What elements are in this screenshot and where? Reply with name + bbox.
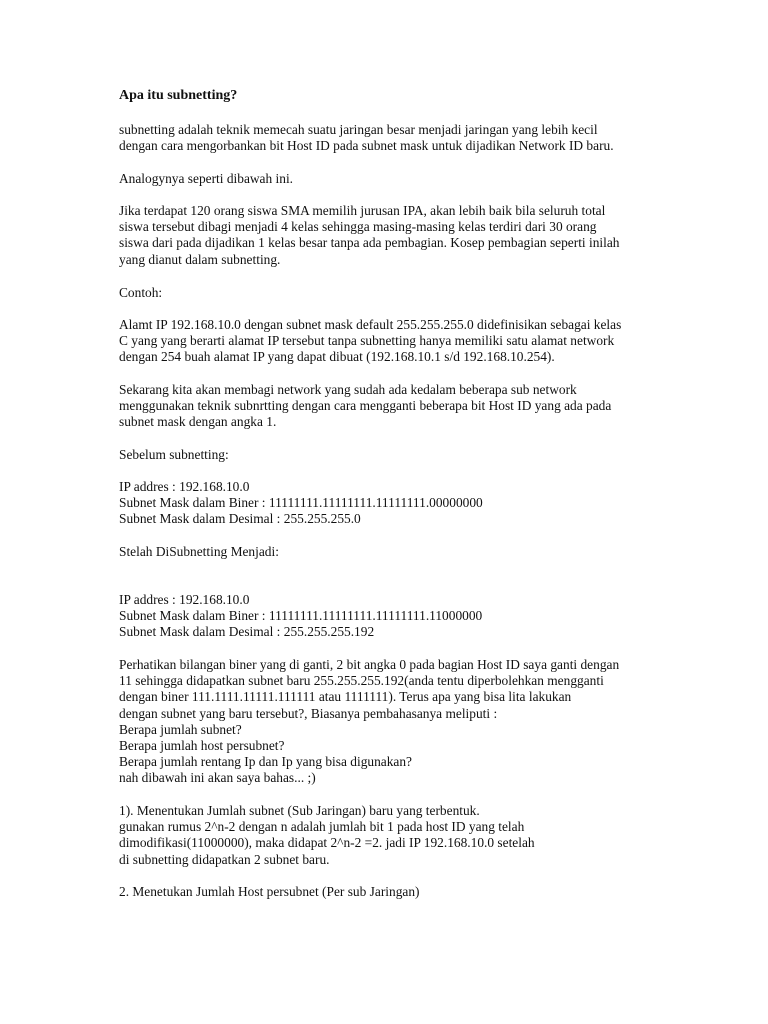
text-line: Berapa jumlah subnet?: [119, 721, 242, 737]
text-line: Subnet Mask dalam Desimal : 255.255.255.192: [119, 624, 375, 640]
text-line: di subnetting didapatkan 2 subnet baru.: [119, 851, 330, 867]
text-line: subnet mask dengan angka 1.: [119, 414, 277, 430]
text-line: gunakan rumus 2^n-2 dengan n adalah jumlah bit 1 pada host ID yang telah: [119, 819, 525, 835]
paragraph-analogy: [119, 203, 679, 268]
text-line: 1). Menentukan Jumlah subnet (Sub Jaringan) baru yang terbentuk.: [119, 803, 480, 818]
document-title: Apa itu subnetting?: [119, 88, 238, 103]
text-line: dimodifikasi(11000000), maka didapat 2^n-2 =2. jadi IP 192.168.10.0 setelah: [119, 835, 535, 851]
text-line: Sekarang kita akan membagi network yang sudah ada kedalam beberapa sub network: [119, 382, 577, 397]
paragraph-before-heading: [119, 447, 679, 463]
text-line: 2. Menetukan Jumlah Host persubnet (Per sub Jaringan): [119, 884, 420, 899]
paragraph-after-heading: [119, 544, 679, 560]
text-line: nah dibawah ini akan saya bahas... ;): [119, 770, 316, 786]
paragraph-example-ip: [119, 317, 679, 366]
text-line: Subnet Mask dalam Desimal : 255.255.255.0: [119, 511, 361, 527]
text-line: Perhatikan bilangan biner yang di ganti, 2 bit angka 0 pada bagian Host ID saya ganti dengan: [119, 657, 620, 672]
text-line: yang dianut dalam subnetting.: [119, 251, 281, 267]
paragraph-host-count-heading: [119, 884, 679, 900]
paragraph-explanation: [119, 657, 679, 787]
text-line: IP addres : 192.168.10.0: [119, 592, 250, 607]
text-line: dengan biner 111.1111.11111.111111 atau 1111111). Terus apa yang bisa lita lakukan: [119, 689, 572, 705]
text-line: Jika terdapat 120 orang siswa SMA memilih jurusan IPA, akan lebih baik bila seluruh total: [119, 203, 606, 218]
paragraph-before-values: [119, 479, 679, 528]
paragraph-definition: [119, 122, 679, 154]
text-line: IP addres : 192.168.10.0: [119, 479, 250, 494]
text-line: Sebelum subnetting:: [119, 447, 229, 462]
text-line: siswa tersebut dibagi menjadi 4 kelas sehingga masing-masing kelas terdiri dari 30 orang: [119, 219, 597, 235]
text-line: dengan 254 buah alamat IP yang dapat dibuat (192.168.10.1 s/d 192.168.10.254).: [119, 349, 555, 365]
text-line: Stelah DiSubnetting Menjadi:: [119, 544, 279, 559]
text-line: menggunakan teknik subnrtting dengan cara mengganti beberapa bit Host ID yang ada pada: [119, 398, 612, 414]
text-line: Berapa jumlah host persubnet?: [119, 738, 285, 754]
text-line: Subnet Mask dalam Biner : 11111111.11111111.11111111.00000000: [119, 495, 483, 511]
text-line: Contoh:: [119, 285, 163, 300]
text-line: C yang yang berarti alamat IP tersebut tanpa subnetting hanya memiliki satu alamat network: [119, 333, 615, 349]
text-line: dengan subnet yang baru tersebut?, Biasanya pembahasanya meliputi :: [119, 705, 498, 721]
text-line: Berapa jumlah rentang Ip dan Ip yang bisa digunakan?: [119, 754, 413, 770]
paragraph-analogy-intro: [119, 171, 679, 187]
text-line: Analogynya seperti dibawah ini.: [119, 171, 294, 186]
paragraph-example-heading: [119, 285, 679, 301]
text-line: Subnet Mask dalam Biner : 11111111.11111111.11111111.11000000: [119, 608, 483, 624]
paragraph-after-values: [119, 592, 679, 641]
text-line: subnetting adalah teknik memecah suatu jaringan besar menjadi jaringan yang lebih kecil: [119, 122, 598, 137]
text-line: 11 sehingga didapatkan subnet baru 255.255.255.192(anda tentu diperbolehkan mengganti: [119, 673, 604, 689]
text-line: Alamt IP 192.168.10.0 dengan subnet mask default 255.255.255.0 didefinisikan sebagai kelas: [119, 317, 622, 332]
paragraph-subnet-count: [119, 803, 679, 868]
text-line: siswa dari pada dijadikan 1 kelas besar tanpa ada pembagian. Kosep pembagian seperti inilah: [119, 235, 620, 251]
paragraph-subnet-plan: [119, 382, 679, 431]
text-line: dengan cara mengorbankan bit Host ID pada subnet mask untuk dijadikan Network ID baru.: [119, 138, 614, 154]
